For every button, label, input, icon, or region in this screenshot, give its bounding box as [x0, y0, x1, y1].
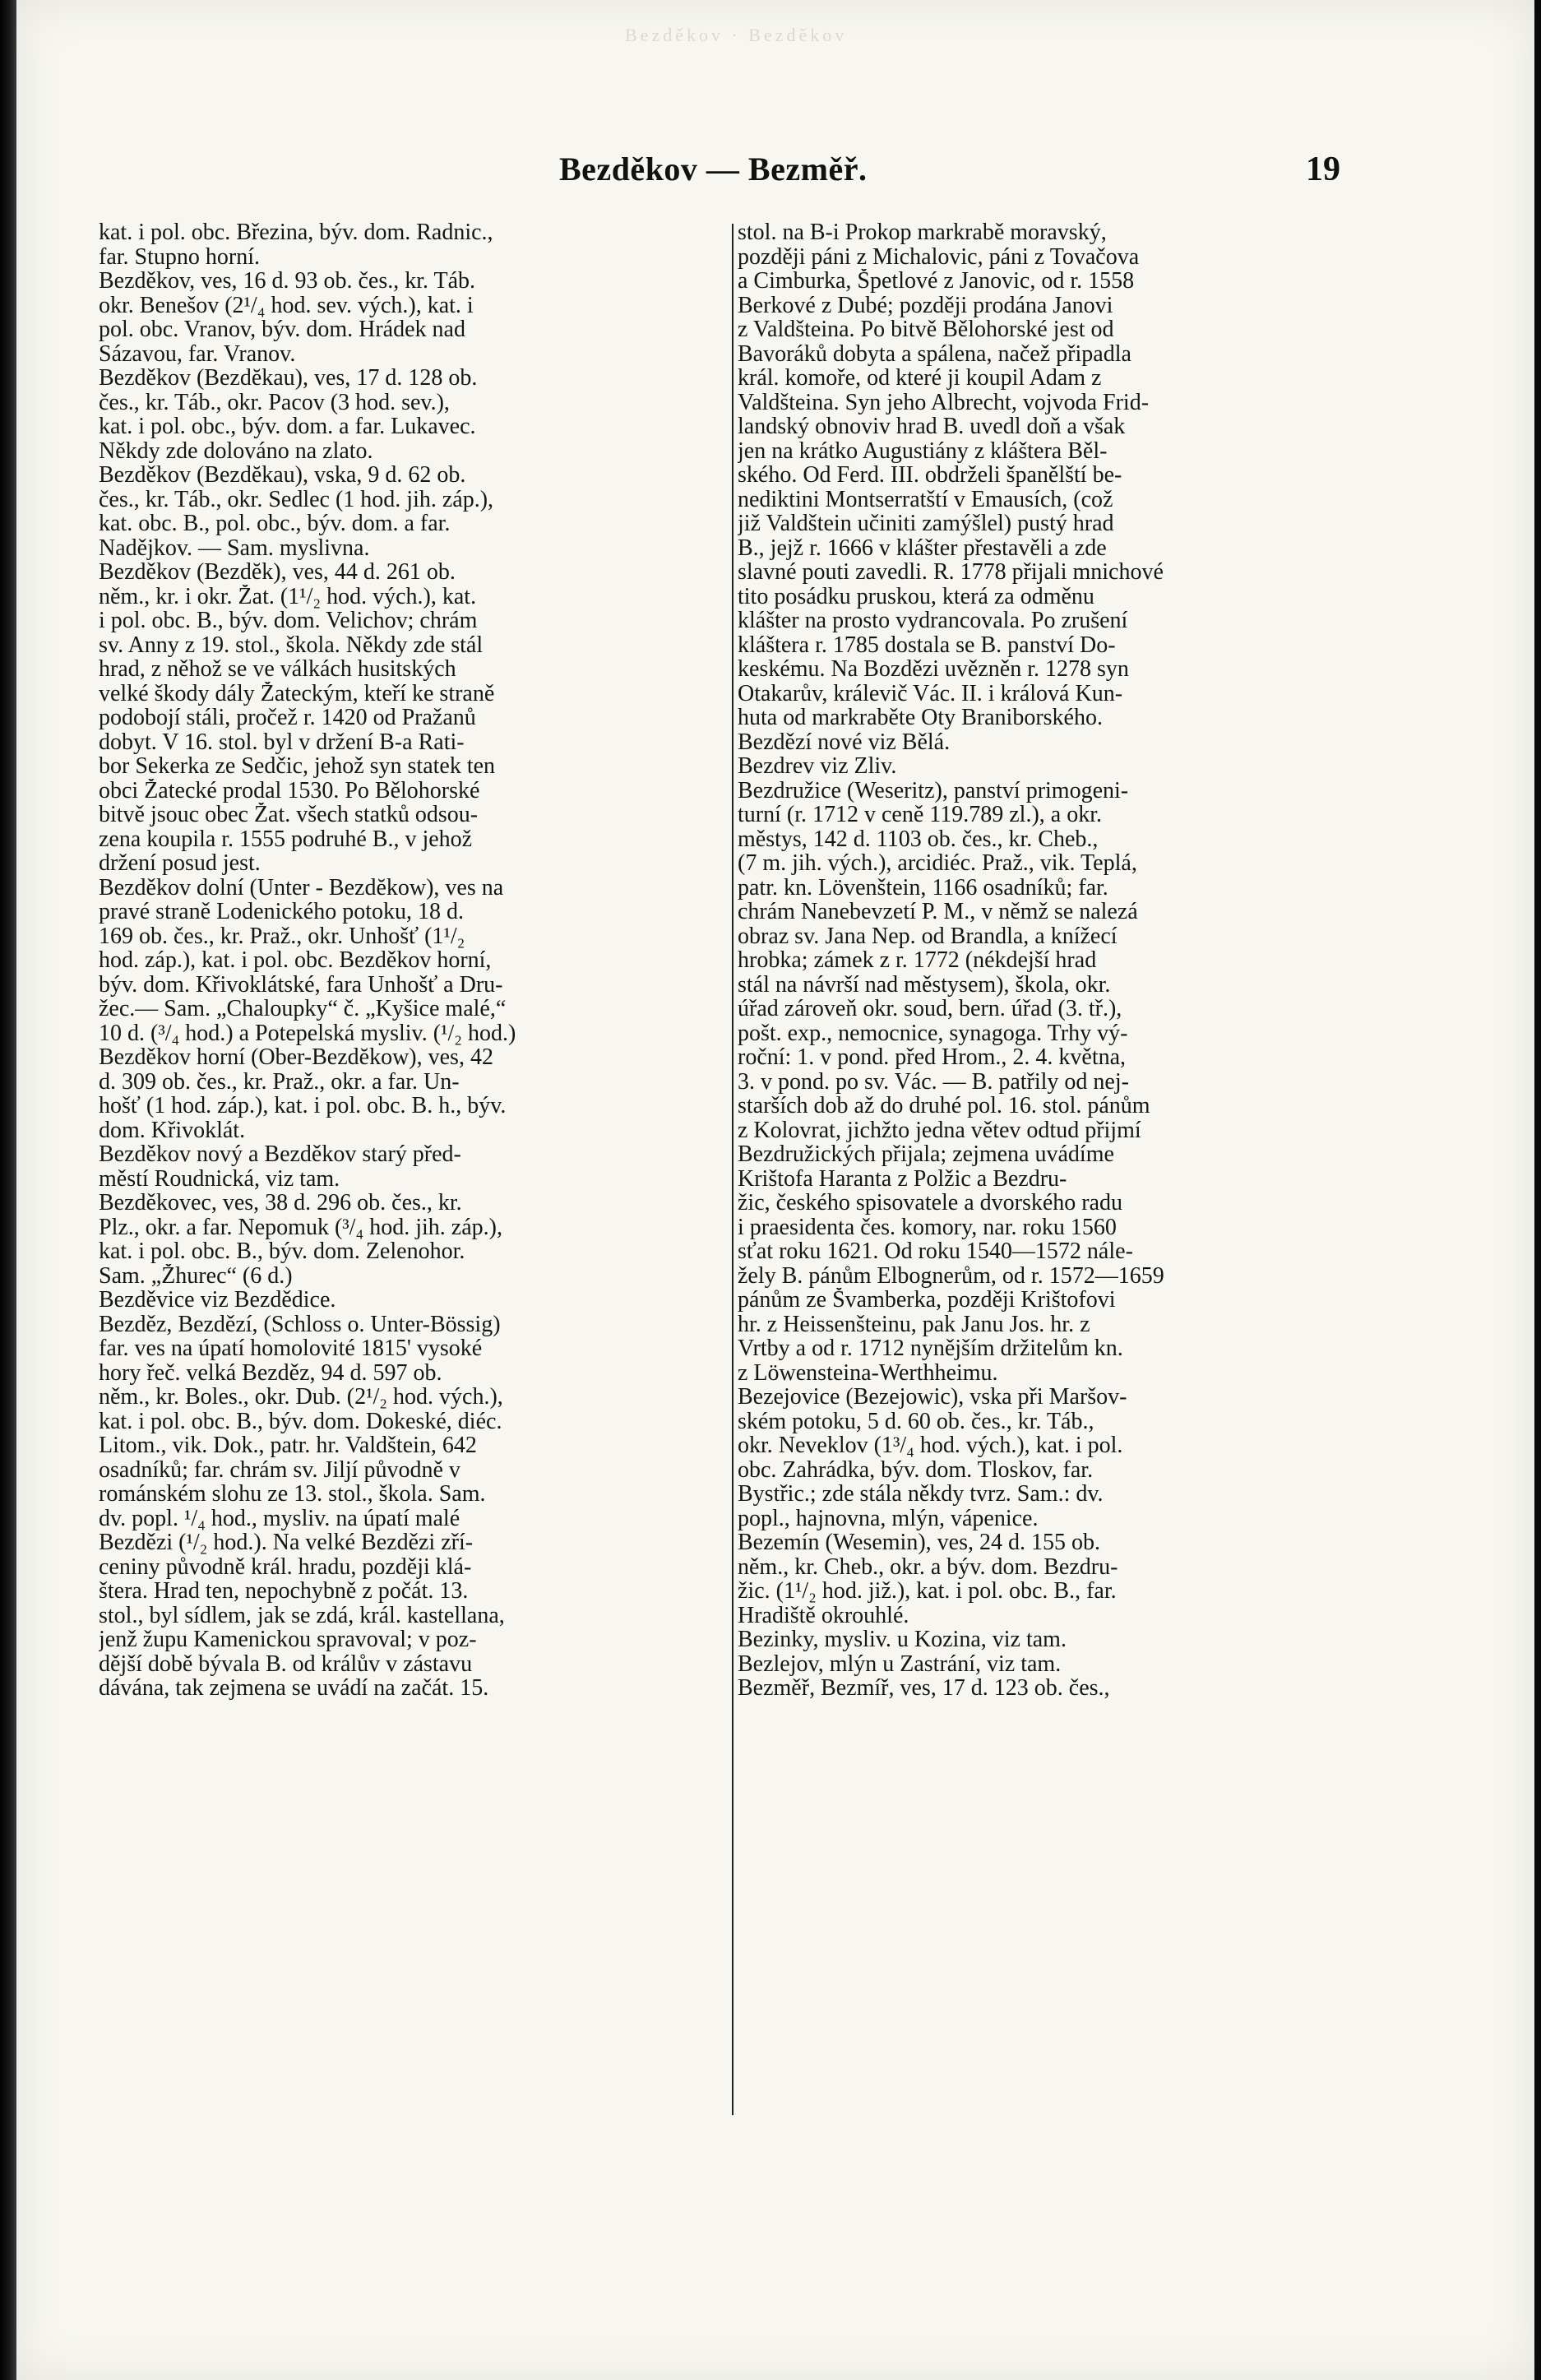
text-line: ském potoku, 5 d. 60 ob. čes., kr. Táb., [738, 1409, 1094, 1433]
text-line: (7 m. jih. vých.), arcidiéc. Praž., vik. Teplá, [738, 851, 1137, 876]
text-line: Otakarův, králevič Vác. II. i králová Kun- [738, 681, 1123, 706]
text-line: slavné pouti zavedli. R. 1778 přijali mnichové [738, 560, 1164, 585]
text-line: hrad, z něhož se ve válkách husitských [99, 657, 456, 682]
text-line: stol., byl sídlem, jak se zdá, král. kastellana, [99, 1603, 505, 1628]
column-divider [732, 224, 733, 2115]
text-line: Bezejovice (Bezejowic), vska při Maršov- [738, 1385, 1127, 1410]
text-line: jen na krátko Augustiány z kláštera Běl- [738, 438, 1108, 463]
text-line: král. komoře, od které ji koupil Adam z [738, 366, 1102, 391]
text-line: ského. Od Ferd. III. obdrželi španělští be- [738, 463, 1122, 488]
text-line: Hradiště okrouhlé. [738, 1603, 909, 1628]
text-line: Bezděkov dolní (Unter - Bezdĕkow), ves na [99, 875, 504, 900]
text-line: zena koupila r. 1555 podruhé B., v jehož [99, 827, 473, 851]
text-line: Bezdružice (Weseritz), panství primogeni- [738, 778, 1129, 803]
text-line: držení posud jest. [99, 851, 261, 876]
text-line: velké škody dály Žateckým, kteří ke straně [99, 681, 495, 706]
text-line: Bezemín (Wesemin), ves, 24 d. 155 ob. [738, 1530, 1100, 1555]
text-line: Bezděkov, ves, 16 d. 93 ob. čes., kr. Táb. [99, 269, 476, 294]
text-line: jenž župu Kamenickou spravoval; v poz- [99, 1628, 477, 1652]
text-line: Sam. „Žhurec“ (6 d.) [99, 1263, 293, 1288]
text-line: Bezděkovec, ves, 38 d. 296 ob. čes., kr. [99, 1191, 462, 1215]
page-number: 19 [1306, 150, 1340, 188]
left-column [99, 220, 730, 1701]
text-line: hošť (1 hod. záp.), kat. i pol. obc. B. h., býv. [99, 1094, 507, 1118]
text-line: roční: 1. v pond. před Hrom., 2. 4. května, [738, 1045, 1127, 1070]
text-line: něm., kr. i okr. Žat. (1¹/₂ hod. vých.), kat. [99, 584, 477, 609]
text-line: Někdy zde dolováno na zlato. [99, 438, 373, 463]
text-line: B., jejž r. 1666 v klášter přestavěli a zde [738, 535, 1107, 560]
text-line: románském slohu ze 13. stol., škola. Sam. [99, 1482, 486, 1507]
text-line: nediktini Montserratští v Emausích, (což [738, 487, 1113, 512]
text-line: kat. i pol. obc. Březina, býv. dom. Radnic., [99, 220, 493, 245]
text-line: hr. z Heissenšteinu, pak Janu Jos. hr. z [738, 1312, 1090, 1336]
text-line: keskému. Na Bozdězi uvězněn r. 1278 syn [738, 657, 1129, 682]
text-line: popl., hajnovna, mlýn, vápenice. [738, 1506, 1039, 1530]
text-line: 169 ob. čes., kr. Praž., okr. Unhošť (1¹/₂ [99, 924, 465, 948]
text-line: Bezměř, Bezmíř, ves, 17 d. 123 ob. čes., [738, 1676, 1110, 1701]
text-line: d. 309 ob. čes., kr. Praž., okr. a far. Un- [99, 1069, 460, 1094]
text-line: čes., kr. Táb., okr. Sedlec (1 hod. jih. záp.), [99, 487, 494, 512]
text-line: Valdšteina. Syn jeho Albrecht, vojvoda Frid- [738, 390, 1150, 414]
text-line: dobyt. V 16. stol. byl v držení B-a Rati- [99, 729, 465, 754]
text-line: far. Stupno horní. [99, 244, 260, 269]
text-line: huta od markraběte Oty Braniborského. [738, 706, 1103, 730]
text-line: Bezděkov (Bezdĕkau), vska, 9 d. 62 ob. [99, 463, 466, 488]
text-line: pravé straně Lodenického potoku, 18 d. [99, 900, 464, 924]
text-line: městys, 142 d. 1103 ob. čes., kr. Cheb., [738, 827, 1099, 851]
text-line: okr. Neveklov (1³/₄ hod. vých.), kat. i pol. [738, 1433, 1123, 1458]
text-line: Nadějkov. — Sam. myslivna. [99, 535, 370, 560]
text-line: sťat roku 1621. Od roku 1540—1572 nále- [738, 1239, 1133, 1264]
text-line: chrám Nanebevzetí P. M., v němž se nalezá [738, 900, 1138, 924]
text-line: dější době bývala B. od králův v zástavu [99, 1651, 473, 1676]
text-line: kláštera r. 1785 dostala se B. panství Do- [738, 632, 1116, 657]
scan-edge [0, 0, 16, 2380]
text-line: hod. záp.), kat. i pol. obc. Bezděkov horní, [99, 948, 492, 973]
text-line: ceniny původně král. hradu, později klá- [99, 1554, 472, 1579]
text-line: Bezděvice viz Bezdědice. [99, 1288, 336, 1313]
text-line: z Kolovrat, jichžto jedna větev odtud přijmí [738, 1118, 1141, 1142]
text-line: z Löwensteina-Werthheimu. [738, 1360, 998, 1385]
text-line: Bezděkov (Bezdĕkau), ves, 17 d. 128 ob. [99, 366, 478, 391]
text-line: žec.— Sam. „Chaloupky“ č. „Kyšice malé,“ [99, 997, 507, 1021]
text-line: sv. Anny z 19. stol., škola. Někdy zde stál [99, 632, 484, 657]
text-line: bitvě jsouc obec Žat. všech statků odsou- [99, 803, 479, 827]
text-line: Bezděkov nový a Bezděkov starý před- [99, 1142, 461, 1167]
text-line: hory řeč. velká Bezděz, 94 d. 597 ob. [99, 1360, 442, 1385]
text-line: bor Sekerka ze Sedčic, jehož syn statek ten [99, 754, 496, 779]
text-line: patr. kn. Lövenštein, 1166 osadníků; far. [738, 875, 1108, 900]
text-line: pol. obc. Vranov, býv. dom. Hrádek nad [99, 317, 465, 342]
page-header [0, 150, 1541, 199]
text-line: z Valdšteina. Po bitvě Bělohorské jest od [738, 317, 1114, 342]
text-line: Bezděkov (Bezdĕk), ves, 44 d. 261 ob. [99, 560, 456, 585]
text-line: Litom., vik. Dok., patr. hr. Valdštein, 642 [99, 1433, 477, 1458]
text-line: Bezdězi (¹/₂ hod.). Na velké Bezdězi zří- [99, 1530, 474, 1555]
text-line: starších dob až do druhé pol. 16. stol. pánům [738, 1094, 1150, 1118]
text-line: kat. i pol. obc. B., býv. dom. Dokeské, diéc. [99, 1409, 502, 1433]
text-line: později páni z Michalovic, páni z Tovačova [738, 244, 1140, 269]
text-line: osadníků; far. chrám sv. Jiljí původně v [99, 1457, 460, 1482]
text-line: Plz., okr. a far. Nepomuk (³/₄ hod. jih. záp.), [99, 1215, 502, 1239]
text-line: obci Žatecké prodal 1530. Po Bělohorské [99, 778, 480, 803]
text-line: obraz sv. Jana Nep. od Brandla, a knížecí [738, 924, 1118, 948]
text-line: obc. Zahrádka, býv. dom. Tloskov, far. [738, 1457, 1094, 1482]
text-line: Krištofa Haranta z Polžic a Bezdru- [738, 1166, 1067, 1191]
text-line: dv. popl. ¹/₄ hod., mysliv. na úpatí malé [99, 1506, 460, 1530]
text-line: již Valdštein učiniti zamýšlel) pustý hrad [738, 512, 1114, 536]
text-line: dom. Křivoklát. [99, 1118, 246, 1142]
text-line: pánům ze Švamberka, později Krištofovi [738, 1288, 1116, 1313]
text-line: něm., kr. Cheb., okr. a býv. dom. Bezdru- [738, 1554, 1118, 1579]
text-line: Bezděkov horní (Ober-Bezdĕkow), ves, 42 [99, 1045, 493, 1070]
running-head: Bezděkov — Bezměř. [559, 150, 868, 188]
text-line: žely B. pánům Elbognerům, od r. 1572—1659 [738, 1263, 1164, 1288]
text-line: kat. i pol. obc. B., býv. dom. Zelenohor. [99, 1239, 465, 1264]
text-line: Bezdružických přijala; zejmena uvádíme [738, 1142, 1114, 1167]
text-line: Bezděz, Bezdězí, (Schloss o. Unter-Bössig) [99, 1312, 501, 1336]
text-line: okr. Benešov (2¹/₄ hod. sev. vých.), kat. i [99, 293, 474, 317]
text-line: podobojí stáli, pročež r. 1420 od Pražanů [99, 706, 476, 730]
text-line: úřad zároveň okr. soud, bern. úřad (3. tř.), [738, 997, 1122, 1021]
text-line: kat. obc. B., pol. obc., býv. dom. a far. [99, 512, 451, 536]
text-line: žic, českého spisovatele a dvorského radu [738, 1191, 1123, 1215]
text-line: hrobka; zámek z r. 1772 (nékdejší hrad [738, 948, 1097, 973]
text-line: 10 d. (³/₄ hod.) a Potepelská mysliv. (¹/₂ hod.) [99, 1021, 516, 1045]
text-line: Berkové z Dubé; později prodána Janovi [738, 293, 1113, 317]
text-line: a Cimburka, Špetlové z Janovic, od r. 1558 [738, 269, 1135, 294]
text-line: stol. na B-i Prokop markrabě moravský, [738, 220, 1107, 245]
text-line: tito posádku pruskou, která za odměnu [738, 584, 1094, 609]
text-line: dávána, tak zejmena se uvádí na začát. 15. [99, 1676, 489, 1701]
text-line: Bystřic.; zde stála někdy tvrz. Sam.: dv. [738, 1482, 1104, 1507]
text-line: kat. i pol. obc., býv. dom. a far. Lukavec. [99, 414, 476, 439]
text-line: žic. (1¹/₂ hod. již.), kat. i pol. obc. B., far. [738, 1579, 1117, 1604]
text-line: Vrtby a od r. 1712 nynějším držitelům kn. [738, 1336, 1123, 1361]
bleed-through-text: Bezděkov · Bezděkov [625, 25, 848, 45]
text-line: i pol. obc. B., býv. dom. Velichov; chrám [99, 609, 478, 633]
text-line: Bezdězí nové viz Bělá. [738, 729, 951, 754]
text-line: turní (r. 1712 v ceně 119.789 zl.), a okr. [738, 803, 1102, 827]
text-line: Bezlejov, mlýn u Zastrání, viz tam. [738, 1651, 1062, 1676]
text-line: Bezdrev viz Zliv. [738, 754, 897, 779]
text-line: štera. Hrad ten, nepochybně z počát. 13. [99, 1579, 469, 1604]
text-line: čes., kr. Táb., okr. Pacov (3 hod. sev.), [99, 390, 450, 414]
text-line: 3. v pond. po sv. Vác. — B. patřily od nej- [738, 1069, 1129, 1094]
text-line: far. ves na úpatí homolovité 1815' vysoké [99, 1336, 483, 1361]
text-line: landský obnoviv hrad B. uvedl doň a však [738, 414, 1126, 439]
text-line: městí Roudnická, viz tam. [99, 1166, 340, 1191]
text-line: stál na návrší nad městysem), škola, okr. [738, 972, 1111, 997]
text-line: býv. dom. Křivoklátské, fara Unhošť a Dru- [99, 972, 503, 997]
text-line: něm., kr. Boles., okr. Dub. (2¹/₂ hod. vých.), [99, 1385, 503, 1410]
text-line: pošt. exp., nemocnice, synagoga. Trhy vý- [738, 1021, 1128, 1045]
text-line: klášter na prosto vydrancovala. Po zrušení [738, 609, 1128, 633]
text-line: Bezinky, mysliv. u Kozina, viz tam. [738, 1628, 1067, 1652]
text-line: Sázavou, far. Vranov. [99, 341, 296, 366]
text-line: i praesidenta čes. komory, nar. roku 1560 [738, 1215, 1117, 1239]
right-column [738, 220, 1371, 1701]
text-line: Bavoráků dobyta a spálena, načež připadla [738, 341, 1131, 366]
